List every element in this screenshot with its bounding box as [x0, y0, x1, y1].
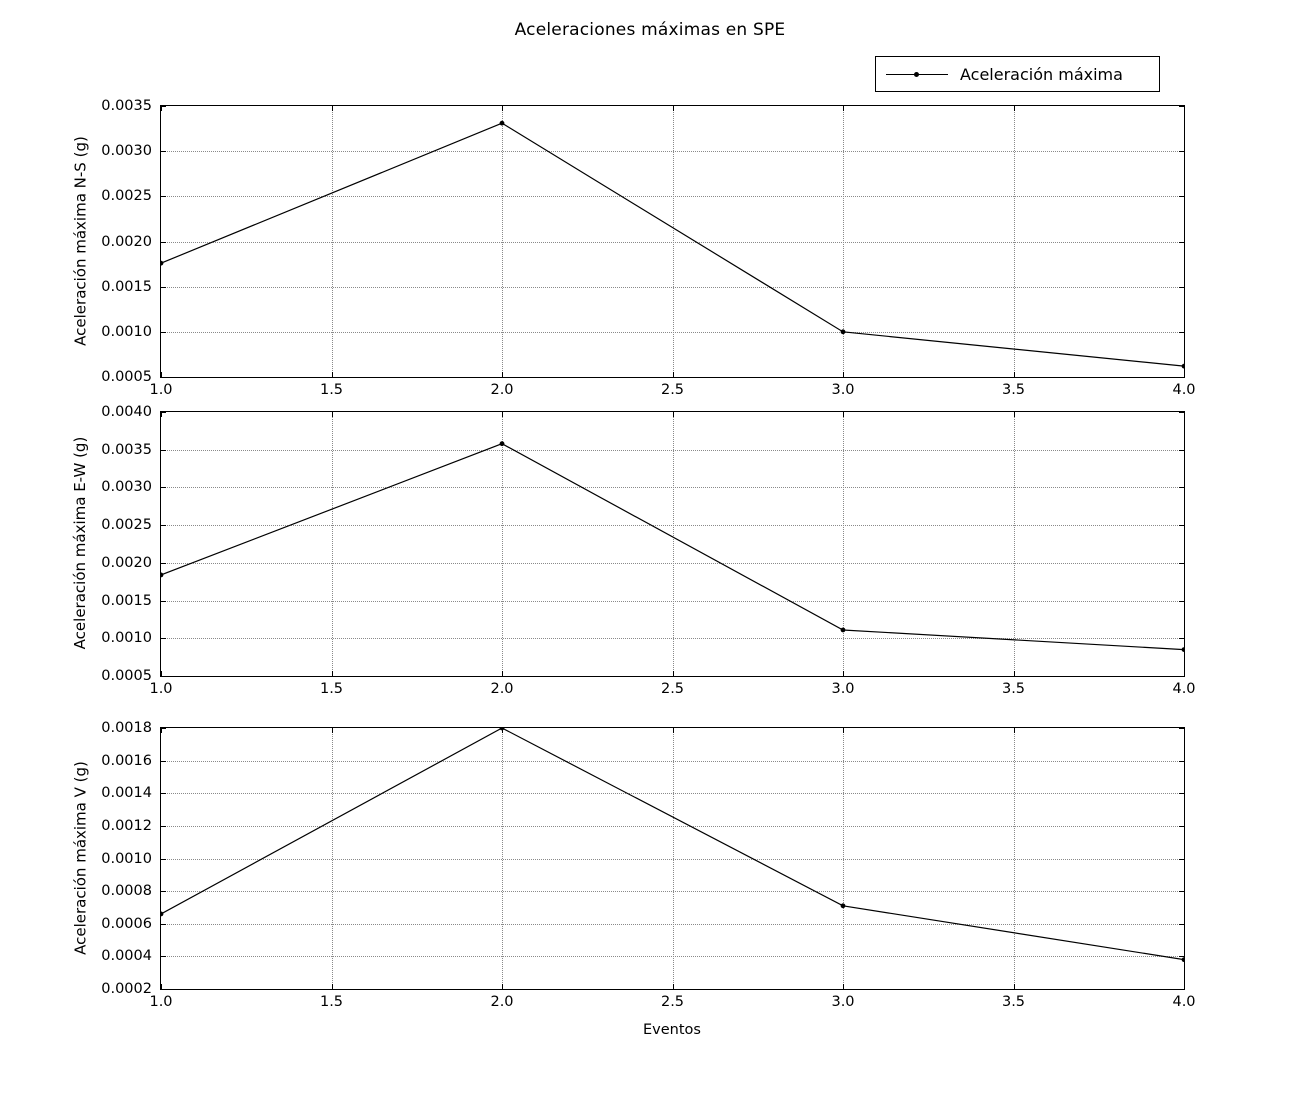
y-tick-label: 0.0004 — [101, 948, 152, 965]
data-point-marker — [1182, 647, 1184, 652]
data-series-line — [161, 412, 1184, 676]
y-tick-label: 0.0006 — [101, 915, 152, 932]
y-tick-label: 0.0030 — [101, 143, 152, 160]
y-axis-label-ew: Aceleración máxima E-W (g) — [71, 436, 89, 650]
x-axis-label: Eventos — [643, 1022, 701, 1038]
data-point-marker — [841, 628, 846, 633]
y-tick-label: 0.0008 — [101, 883, 152, 900]
y-tick-label: 0.0014 — [101, 785, 152, 802]
y-tick-label: 0.0040 — [101, 404, 152, 420]
page-title: Aceleraciones máximas en SPE — [514, 20, 786, 40]
data-series-line — [161, 728, 1184, 989]
y-tick-label: 0.0012 — [101, 817, 152, 834]
data-point-marker — [500, 121, 505, 126]
x-tick-label: 3.0 — [831, 681, 855, 697]
x-tick-label: 3.0 — [831, 382, 855, 398]
x-tick-label: 3.5 — [1001, 681, 1026, 697]
subplot-ns — [160, 105, 1185, 378]
y-tick-label: 0.0025 — [101, 188, 152, 205]
x-tick-label: 4.0 — [1172, 994, 1196, 1010]
y-tick-label: 0.0016 — [101, 752, 152, 769]
x-tick-label: 1.5 — [319, 382, 344, 398]
data-point-marker — [500, 441, 505, 446]
x-tick-label: 1.0 — [149, 382, 173, 398]
data-point-marker — [161, 573, 163, 578]
y-tick-label: 0.0030 — [101, 479, 152, 496]
x-tick-label: 4.0 — [1172, 382, 1196, 398]
data-point-marker — [500, 728, 505, 730]
y-tick-label: 0.0015 — [101, 278, 152, 295]
x-tick-label: 1.0 — [149, 681, 173, 697]
y-tick-label: 0.0020 — [101, 233, 152, 250]
y-tick-label: 0.0018 — [101, 720, 152, 736]
data-point-marker — [841, 329, 846, 334]
data-series-line — [161, 106, 1184, 377]
data-point-marker — [161, 261, 163, 266]
y-axis-label-ns: Aceleración máxima N-S (g) — [71, 135, 89, 346]
y-tick-label: 0.0005 — [101, 668, 152, 684]
y-tick-label: 0.0035 — [101, 441, 152, 458]
x-tick-label: 2.5 — [660, 382, 685, 398]
legend-line-sample — [886, 66, 948, 82]
y-tick-label: 0.0015 — [101, 592, 152, 609]
x-tick-label: 1.0 — [149, 994, 173, 1010]
x-tick-label: 2.0 — [490, 382, 514, 398]
data-point-marker — [1182, 957, 1184, 962]
y-tick-label: 0.0035 — [101, 98, 152, 114]
y-tick-label: 0.0010 — [101, 630, 152, 647]
x-tick-label: 2.5 — [660, 994, 685, 1010]
x-tick-label: 3.5 — [1001, 994, 1026, 1010]
y-tick-label: 0.0005 — [101, 369, 152, 385]
legend — [875, 56, 1160, 92]
legend-label: Aceleración máxima — [960, 64, 1123, 84]
subplot-ew — [160, 411, 1185, 677]
x-tick-label: 1.5 — [319, 994, 344, 1010]
data-point-marker — [841, 903, 846, 908]
x-tick-label: 2.5 — [660, 681, 685, 697]
y-tick-label: 0.0025 — [101, 517, 152, 534]
y-tick-label: 0.0020 — [101, 554, 152, 571]
x-tick-label: 3.5 — [1001, 382, 1026, 398]
data-point-marker — [1182, 364, 1184, 369]
x-tick-label: 4.0 — [1172, 681, 1196, 697]
y-tick-label: 0.0010 — [101, 850, 152, 867]
y-tick-label: 0.0002 — [101, 981, 152, 997]
y-axis-label-v: Aceleración máxima V (g) — [71, 760, 89, 955]
x-tick-label: 2.0 — [490, 681, 514, 697]
x-tick-label: 1.5 — [319, 681, 344, 697]
x-tick-label: 3.0 — [831, 994, 855, 1010]
x-tick-label: 2.0 — [490, 994, 514, 1010]
subplot-v — [160, 727, 1185, 990]
legend-marker-dot — [914, 72, 919, 77]
y-tick-label: 0.0010 — [101, 323, 152, 340]
